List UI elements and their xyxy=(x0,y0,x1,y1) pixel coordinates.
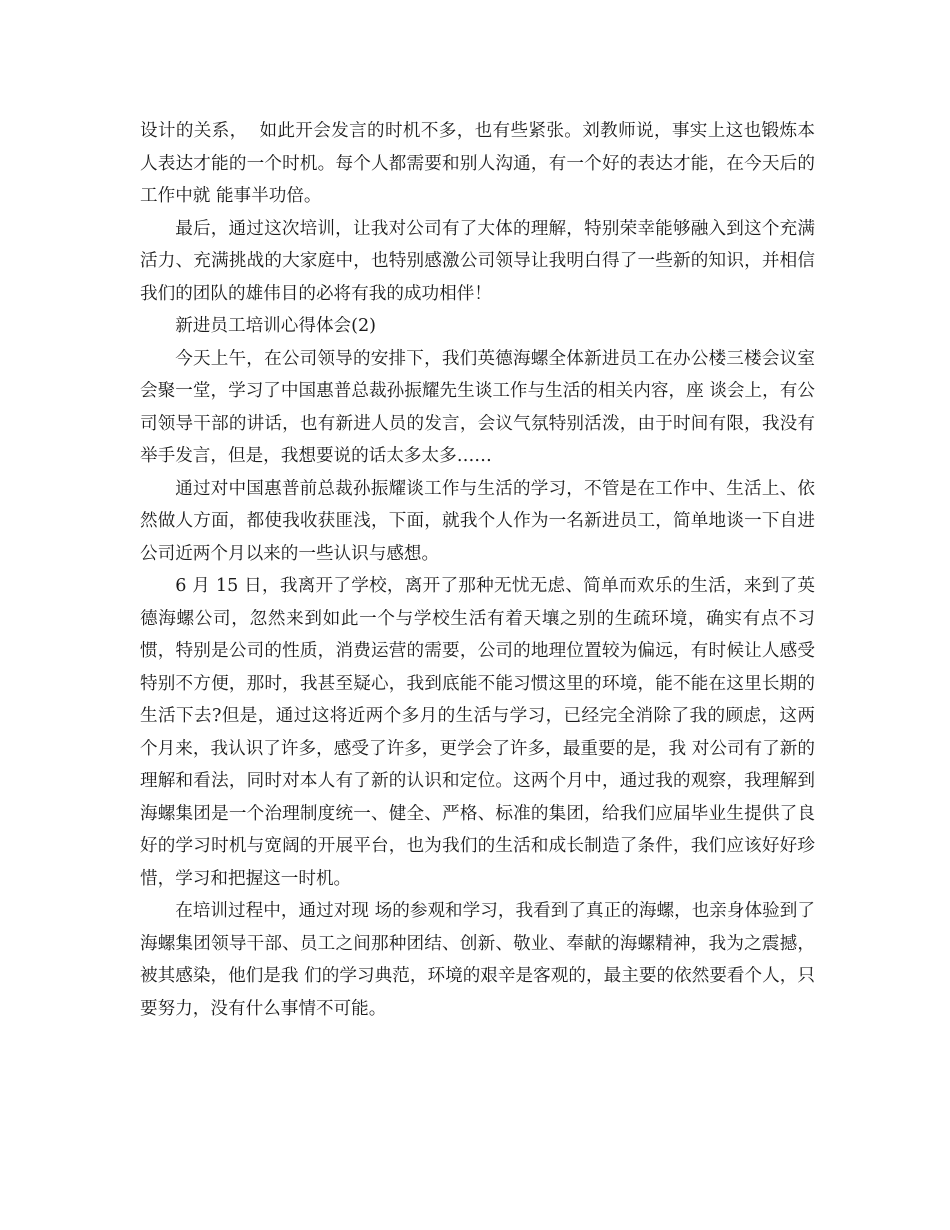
paragraph-3: 今天上午，在公司领导的安排下，我们英德海螺全体新进员工在办公楼三楼会议室会聚一堂，学习了中国惠普总裁孙振耀先生谈工作与生活的相关内容，座 谈会上，有公司领导干部的讲话，也有新进人员的发言，会议气氛特别活泼，由于时间有限，我没有举手发言，但是，我想要说的话太多太多…… xyxy=(140,348,815,466)
paragraph-6: 在培训过程中，通过对现 场的参观和学习，我看到了真正的海螺，也亲身体验到了海螺集团领导干部、员工之间那种团结、创新、敬业、奉献的海螺精神，我为之震撼，被其感染，他们是我 们的学习典范，环境的艰辛是客观的，最主要的依然要看个人，只要努力，没有什么事情不可能。 xyxy=(140,901,815,1019)
section-title: 新进员工培训心得体会(2) xyxy=(175,316,377,336)
document-body xyxy=(140,115,821,1025)
paragraph-4: 通过对中国惠普前总裁孙振耀谈工作与生活的学习，不管是在工作中、生活上、依然做人方面，都使我收获匪浅，下面，就我个人作为一名新进员工，简单地谈一下自进公司近两个月以来的一些认识与感想。 xyxy=(140,478,815,564)
paragraph-5: 6 月 15 日，我离开了学校，离开了那种无忧无虑、简单而欢乐的生活，来到了英德海螺公司，忽然来到如此一个与学校生活有着天壤之别的生疏环境，确实有点不习 惯，特别是公司的性质，消费运营的需要，公司的地理位置较为偏远，有时候让人感受特别不方便，那时，我甚至疑心，我到底能不能习惯这里的环境，能不能在这里长期的生活下去?但是，通过这将近两个多月的生活与学习，已经完全消除了我的顾虑，这两个月来，我认识了许多，感受了许多，更学会了许多，最重要的是，我 对公司有了新的理解和看法，同时对本人有了新的认识和定位。这两个月中，通过我的观察，我理解到海螺集团是一个治理制度统一、健全、严格、标准的集团，给我们应届毕业生提供了良好的学习时机与宽阔的开展平台，也为我们的生活和成长制造了条件，我们应该好好珍惜，学习和把握这一时机。 xyxy=(140,576,821,889)
paragraph-1: 设计的关系， 如此开会发言的时机不多，也有些紧张。刘教师说，事实上这也锻炼本人表达才能的一个时机。每个人都需要和别人沟通，有一个好的表达才能，在今天后的工作中就 能事半功倍。 xyxy=(140,121,815,206)
paragraph-2: 最后，通过这次培训，让我对公司有了大体的理解，特别荣幸能够融入到这个充满活力、充满挑战的大家庭中，也特别感激公司领导让我明白得了一些新的知识，并相信我们的团队的雄伟目的必将有我的成功相伴！ xyxy=(140,218,815,304)
